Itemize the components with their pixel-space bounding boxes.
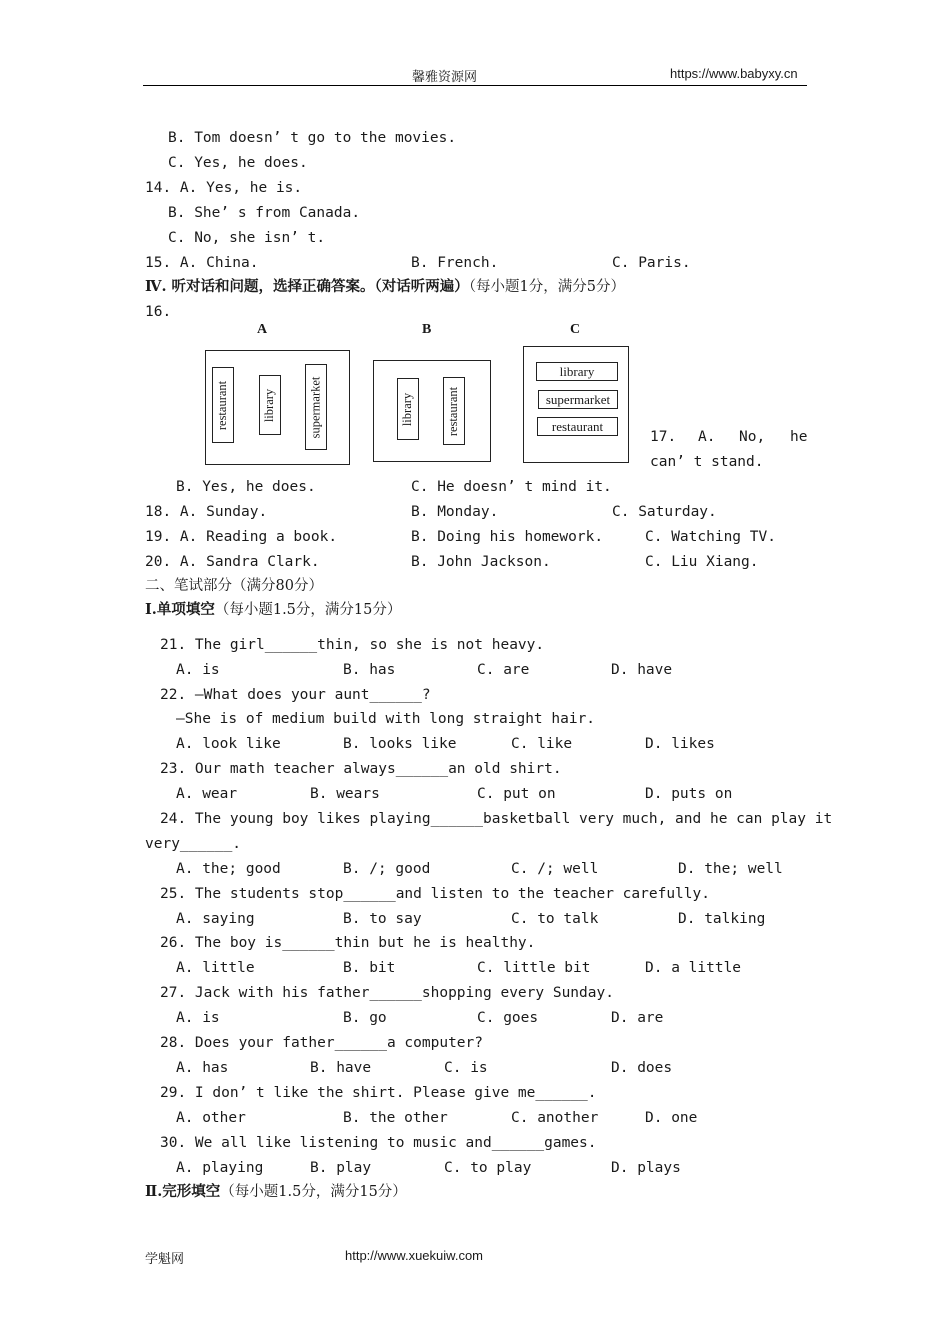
q14-option-c: C. No, she isn’ t.	[168, 230, 326, 246]
q14-option-a: 14. A. Yes, he is.	[145, 180, 303, 196]
q21-stem: 21. The girl______thin, so she is not heavy.	[160, 637, 545, 653]
q29-option-c: C. another	[511, 1110, 599, 1126]
header-site-name: 馨雅资源网	[412, 70, 478, 85]
section-single-choice-heading: Ⅰ.单项填空	[145, 601, 215, 618]
q30-option-a: A. playing	[176, 1160, 264, 1176]
diagram-c-supermarket: supermarket	[538, 390, 618, 409]
q26-option-b: B. bit	[343, 960, 396, 976]
section-cloze-heading: Ⅱ.完形填空	[145, 1183, 221, 1200]
diagram-b-restaurant: restaurant	[443, 377, 465, 445]
section-single-choice-title	[145, 601, 401, 619]
q15-option-c: C. Paris.	[612, 255, 691, 271]
q20-option-a: 20. A. Sandra Clark.	[145, 554, 320, 570]
q28-stem: 28. Does your father______a computer?	[160, 1035, 484, 1051]
q28-option-c: C. is	[444, 1060, 488, 1076]
q29-stem: 29. I don’ t like the shirt. Please give me______.	[160, 1085, 597, 1101]
section-single-choice-score: （每小题1.5分，满分15分）	[214, 602, 402, 618]
q13-option-c: C. Yes, he does.	[168, 155, 308, 171]
q21-option-a: A. is	[176, 662, 220, 678]
q24-option-c: C. /; well	[511, 861, 599, 877]
q17-number: 17.	[650, 429, 677, 445]
q20-option-c: C. Liu Xiang.	[645, 554, 759, 570]
q28-option-b: B. have	[310, 1060, 372, 1076]
diagram-c-library: library	[536, 362, 618, 381]
section-cloze-title	[145, 1183, 407, 1201]
q17-option-c: C. He doesn’ t mind it.	[411, 479, 612, 495]
q24-option-d: D. the; well	[678, 861, 783, 877]
diagram-a-label: A	[257, 322, 268, 337]
q21-option-c: C. are	[477, 662, 530, 678]
q18-option-b: B. Monday.	[411, 504, 499, 520]
q22-option-c: C. like	[511, 736, 573, 752]
q18-option-a: 18. A. Sunday.	[145, 504, 268, 520]
q21-option-d: D. have	[611, 662, 673, 678]
q25-option-b: B. to say	[343, 911, 422, 927]
q17-option-b: B. Yes, he does.	[176, 479, 316, 495]
q22-stem-answer: —She is of medium build with long straight hair.	[176, 711, 596, 727]
footer-site-name: 学魁网	[145, 1252, 185, 1267]
q23-stem: 23. Our math teacher always______an old shirt.	[160, 761, 562, 777]
q27-option-a: A. is	[176, 1010, 220, 1026]
q24-option-a: A. the; good	[176, 861, 281, 877]
q23-option-a: A. wear	[176, 786, 238, 802]
q22-option-d: D. likes	[645, 736, 715, 752]
footer-site-url[interactable]: http://www.xuekuiw.com	[345, 1248, 483, 1263]
section-4-title	[145, 278, 625, 296]
q19-option-a: 19. A. Reading a book.	[145, 529, 338, 545]
q28-option-a: A. has	[176, 1060, 229, 1076]
diagram-a-supermarket: supermarket	[305, 364, 327, 450]
q26-option-d: D. a little	[645, 960, 742, 976]
q22-stem: 22. —What does your aunt______?	[160, 687, 431, 703]
q19-option-b: B. Doing his homework.	[411, 529, 604, 545]
q24-option-b: B. /; good	[343, 861, 431, 877]
q17-option-a-line2: can’ t stand.	[650, 454, 764, 470]
q18-option-c: C. Saturday.	[612, 504, 717, 520]
q29-option-d: D. one	[645, 1110, 698, 1126]
q22-option-a: A. look like	[176, 736, 281, 752]
section-4-title-main: Ⅳ. 听对话和问题，选择正确答案。（对话听两遍）	[145, 278, 469, 295]
q16-number: 16.	[145, 304, 172, 320]
q23-option-d: D. puts on	[645, 786, 733, 802]
diagram-c-restaurant: restaurant	[537, 417, 618, 436]
q26-option-a: A. little	[176, 960, 255, 976]
header-divider	[143, 85, 807, 86]
q30-option-b: B. play	[310, 1160, 372, 1176]
diagram-b-library: library	[397, 378, 419, 440]
q13-option-b: B. Tom doesn’ t go to the movies.	[168, 130, 457, 146]
q27-stem: 27. Jack with his father______shopping every Sunday.	[160, 985, 614, 1001]
q29-option-b: B. the other	[343, 1110, 448, 1126]
diagram-c-label: C	[570, 322, 581, 337]
q24-stem: 24. The young boy likes playing______basketball very much, and he can play it	[160, 811, 833, 827]
q27-option-d: D. are	[611, 1010, 664, 1026]
q29-option-a: A. other	[176, 1110, 246, 1126]
q30-stem: 30. We all like listening to music and______games.	[160, 1135, 597, 1151]
q15-option-b: B. French.	[411, 255, 499, 271]
q27-option-c: C. goes	[477, 1010, 539, 1026]
q17-option-a-word2: he	[790, 429, 808, 445]
diagram-b-map	[373, 360, 491, 462]
section-4-title-score: （每小题1分，满分5分）	[468, 279, 626, 295]
q24-stem-cont: very______.	[145, 836, 242, 852]
diagram-a-restaurant: restaurant	[212, 367, 234, 443]
q15-option-a: 15. A. China.	[145, 255, 259, 271]
q23-option-c: C. put on	[477, 786, 556, 802]
q17-option-a-letter: A.	[698, 429, 716, 445]
header-site-url[interactable]: https://www.babyxy.cn	[670, 66, 798, 81]
written-part-title: 二、笔试部分（满分80分）	[145, 578, 323, 594]
q26-stem: 26. The boy is______thin but he is healthy.	[160, 935, 536, 951]
q27-option-b: B. go	[343, 1010, 387, 1026]
q14-option-b: B. She’ s from Canada.	[168, 205, 361, 221]
q17-option-a-word1: No,	[739, 429, 766, 445]
q22-option-b: B. looks like	[343, 736, 457, 752]
diagram-b-label: B	[422, 322, 432, 337]
diagram-a-library: library	[259, 375, 281, 435]
q19-option-c: C. Watching TV.	[645, 529, 776, 545]
q20-option-b: B. John Jackson.	[411, 554, 551, 570]
q25-stem: 25. The students stop______and listen to the teacher carefully.	[160, 886, 710, 902]
q25-option-d: D. talking	[678, 911, 766, 927]
q23-option-b: B. wears	[310, 786, 380, 802]
q21-option-b: B. has	[343, 662, 396, 678]
q25-option-c: C. to talk	[511, 911, 599, 927]
q25-option-a: A. saying	[176, 911, 255, 927]
q26-option-c: C. little bit	[477, 960, 591, 976]
q30-option-d: D. plays	[611, 1160, 681, 1176]
q30-option-c: C. to play	[444, 1160, 532, 1176]
section-cloze-score: （每小题1.5分，满分15分）	[220, 1184, 407, 1200]
q28-option-d: D. does	[611, 1060, 673, 1076]
